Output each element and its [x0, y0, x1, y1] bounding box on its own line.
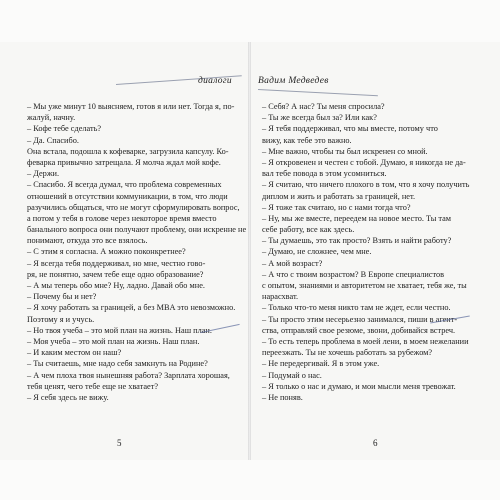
left-body-text	[27, 101, 247, 403]
text-line: диплом и жить и работать за границей, нет.	[262, 191, 416, 201]
text-line: – Только что-то меня никто там не ждет, если честно.	[262, 303, 451, 313]
text-line: – Моя учеба – это мой план на жизнь. Наш план.	[27, 336, 200, 346]
right-page-number: 6	[373, 438, 378, 448]
text-line: – И каким местом он наш?	[27, 348, 122, 358]
text-line: – Я всегда тебя поддерживал, но мне, честно гово-	[27, 258, 206, 268]
right-body-text	[262, 101, 477, 403]
text-line: – Мы уже минут 10 выясняем, готов я или нет. Тогда я, по-	[27, 102, 235, 111]
text-line: отношений в отсутствии коммуникации, в том, что люди	[27, 191, 228, 201]
text-line: – С этим я согласна. А можно поконкретнее?	[27, 247, 186, 257]
text-line: тебя ценят, чего тебе еще не хватает?	[27, 381, 159, 391]
text-line: банального вопроса они получают проблему, они искренне не	[27, 225, 247, 235]
right-running-head: Вадим Медведев	[258, 76, 329, 86]
text-line: ства, отправляй свое резюме, звони, добивайся встреч.	[262, 325, 456, 335]
text-line: – Ну, мы же вместе, переедем на новое место. Ты там	[262, 213, 452, 223]
left-page-number: 5	[117, 438, 122, 448]
text-line: – Я откровенен и честен с тобой. Думаю, я никогда не да-	[262, 157, 466, 167]
text-line: – Подумай о нас.	[262, 370, 322, 380]
text-line: – Я только о нас и думаю, и мои мысли меня тревожат.	[262, 381, 456, 391]
text-line: – Ты думаешь, это так просто? Взять и найти работу?	[262, 236, 452, 246]
text-line: – Я считаю, что ничего плохого в том, что я хочу получить	[262, 180, 470, 190]
text-line: – Я тебя поддерживал, что мы вместе, потому что	[262, 124, 438, 134]
text-line: – А чем плоха твоя нынешняя работа? Зарплата хорошая,	[27, 370, 230, 380]
text-line: – Но твоя учеба – это мой план на жизнь. Наш план.	[27, 325, 212, 335]
text-line: – А мы теперь обо мне? Ну, ладно. Давай обо мне.	[27, 281, 205, 290]
text-line: переезжать. Ты не хочешь работать за рубежом?	[262, 348, 433, 358]
left-running-head: диалоги	[198, 76, 232, 86]
text-line: ря, не понятно, зачем тебе еще одно образование?	[27, 269, 204, 279]
text-line: – Я тоже так считаю, но с нами тогда что?	[262, 202, 411, 212]
text-line: – Не передергивай. Я в этом уже.	[262, 359, 380, 369]
text-line: Поэтому я и учусь.	[27, 314, 95, 324]
book-gutter	[248, 42, 251, 460]
text-line: – Почему бы и нет?	[27, 292, 97, 302]
text-line: – Да. Спасибо.	[27, 135, 79, 145]
text-line: – Ты просто этим несерьезно занимался, пиши в агент-	[262, 314, 458, 324]
text-line: – Себя? А нас? Ты меня спросила?	[262, 102, 385, 111]
text-line: – Мне важно, чтобы ты был искренен со мной.	[262, 146, 428, 156]
text-line: разучились общаться, что не могут сформулировать вопрос,	[27, 202, 240, 212]
text-line: себе работу, все как здесь.	[262, 225, 355, 235]
text-line: Она встала, подошла к кофеварке, загрузила капсулу. Ко-	[27, 146, 229, 156]
text-line: понимают, откуда это все взялось.	[27, 236, 148, 246]
text-line: феварка привычно затрещала. Я молча ждал мой кофе.	[27, 157, 221, 167]
text-line: – Спасибо. Я всегда думал, что проблема современных	[27, 180, 222, 190]
text-line: – Не поняв.	[262, 392, 303, 402]
text-line: – Ты считаешь, мне надо себя замкнуть на Родине?	[27, 359, 208, 369]
text-line: – Ты же всегда был за? Или как?	[262, 113, 377, 123]
text-line: – Держи.	[27, 169, 60, 179]
text-line: – Думаю, не сложнее, чем мне.	[262, 247, 372, 257]
text-line: нарасхват.	[262, 292, 299, 302]
text-line: жалуй, начну.	[27, 113, 76, 123]
text-line: – А мой возраст?	[262, 258, 323, 268]
text-line: – Кофе тебе сделать?	[27, 124, 102, 134]
text-line: вал тебе повода в этом усомниться.	[262, 169, 387, 179]
text-line: а потом у тебя в голове через некоторое время вместо	[27, 213, 217, 223]
text-line: вижу, как тебе это важно.	[262, 135, 352, 145]
text-line: – Я хочу работать за границей, а без MBA это невозможно.	[27, 303, 236, 313]
text-line: – Я себя здесь не вижу.	[27, 392, 109, 402]
text-line: – А что с твоим возрастом? В Европе специалистов	[262, 269, 445, 279]
text-line: – То есть теперь проблема в моей лени, в моем нежелании	[262, 336, 469, 346]
text-line: с опытом, знаниями и авторитетом не хватает, тебя же, ты	[262, 281, 467, 290]
